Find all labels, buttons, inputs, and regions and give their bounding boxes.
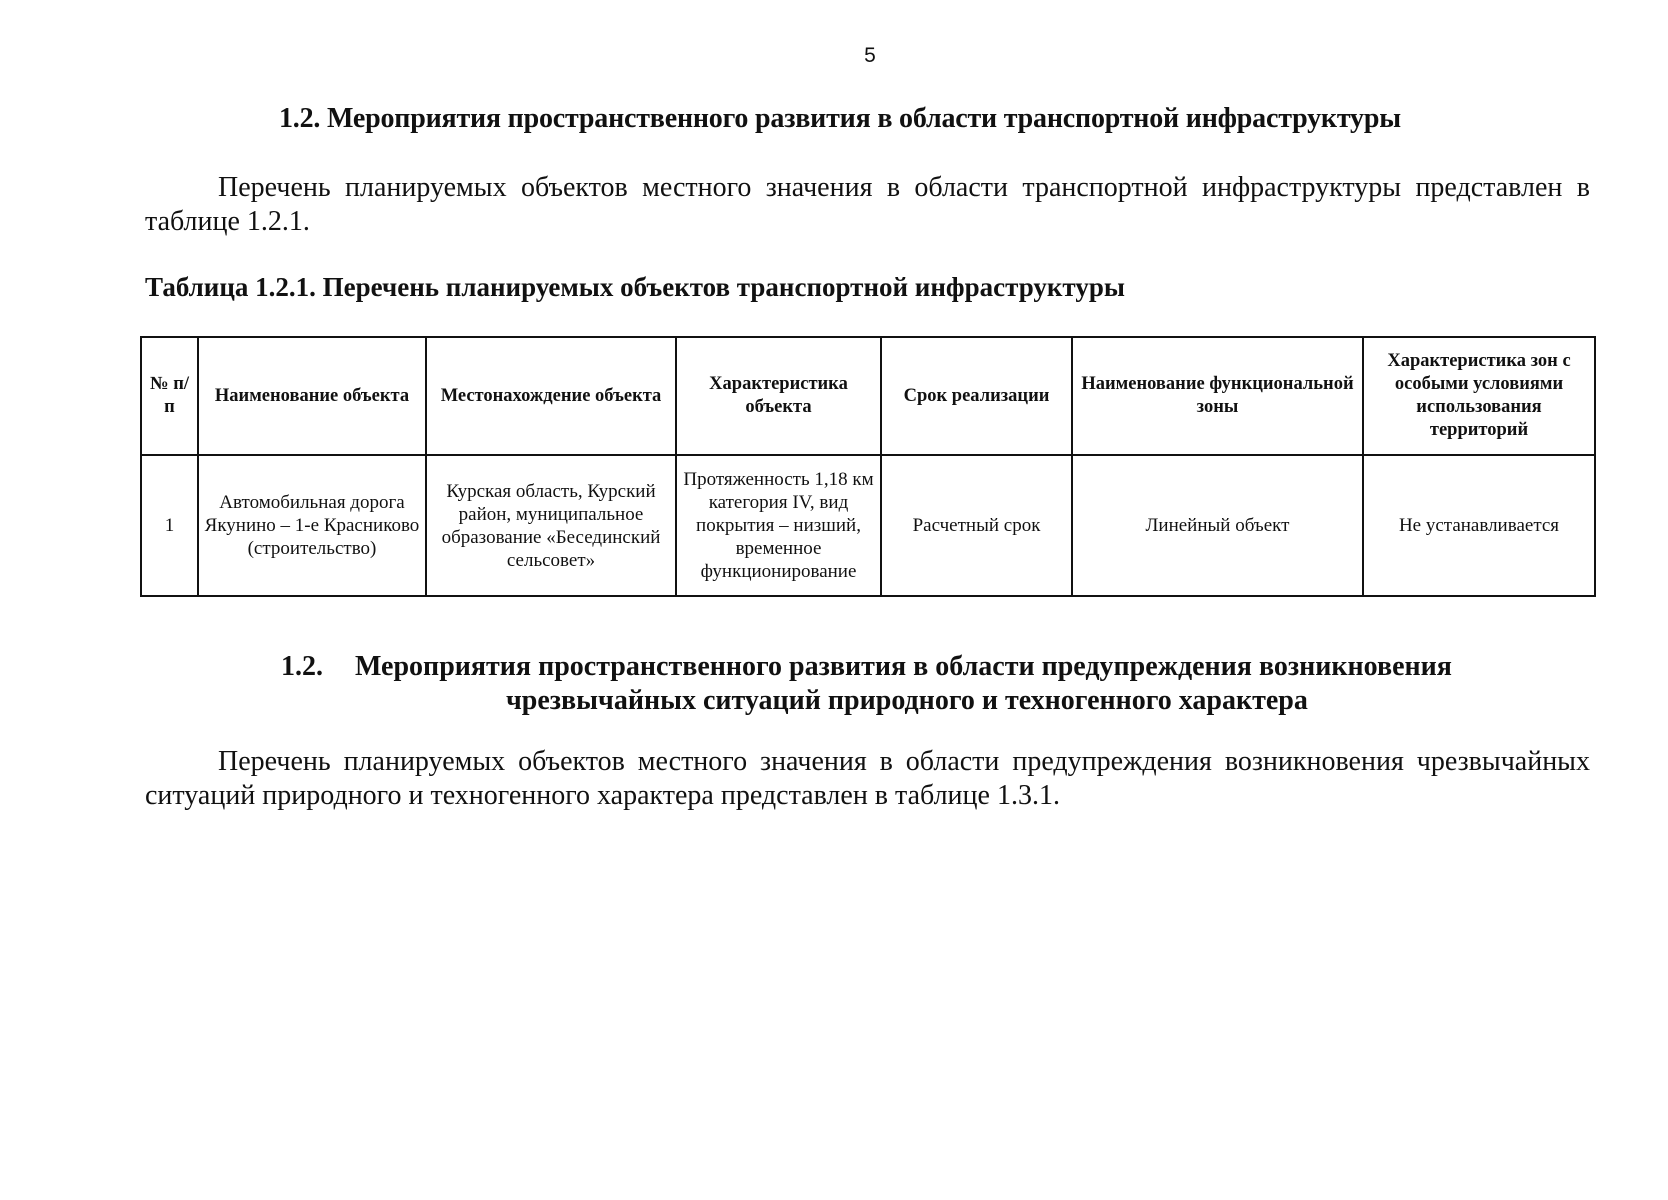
cell-functional-zone: Линейный объект	[1072, 455, 1363, 596]
header-characteristics: Характеристика объекта	[676, 337, 881, 455]
table-row	[141, 455, 1595, 596]
header-special-zones: Характеристика зон с особыми условиями использования территорий	[1363, 337, 1595, 455]
transport-objects-table	[140, 336, 1596, 597]
paragraph-transport: Перечень планируемых объектов местного значения в области транспортной инфраструктуры представлен в таблице 1.2.1.	[145, 172, 1590, 237]
header-location: Местонахождение объекта	[426, 337, 676, 455]
table-title: Таблица 1.2.1. Перечень планируемых объектов транспортной инфраструктуры	[145, 272, 1125, 302]
cell-location: Курская область, Курский район, муниципальное образование «Бесединский сельсовет»	[426, 455, 676, 596]
section-heading-emergency-title: Мероприятия пространственного развития в области предупреждения возникновения	[355, 651, 1452, 682]
section-heading-transport: 1.2. Мероприятия пространственного развития в области транспортной инфраструктуры	[279, 103, 1401, 134]
cell-implementation-period: Расчетный срок	[881, 455, 1072, 596]
header-functional-zone: Наименование функциональной зоны	[1072, 337, 1363, 455]
table-header-row	[141, 337, 1595, 455]
paragraph-emergency: Перечень планируемых объектов местного значения в области предупреждения возникновения чрезвычайных ситуаций природного и техногенного характера представлен в таблице 1.3.1.	[145, 746, 1590, 811]
section-heading-emergency-line2: чрезвычайных ситуаций природного и техногенного характера	[506, 685, 1308, 716]
cell-number: 1	[141, 455, 198, 596]
header-number: № п/п	[141, 337, 198, 455]
page-number: 5	[864, 44, 876, 67]
header-object-name: Наименование объекта	[198, 337, 426, 455]
cell-characteristics: Протяженность 1,18 км категория IV, вид покрытия – низший, временное функционирование	[676, 455, 881, 596]
section-heading-emergency-line1	[281, 650, 1452, 684]
section-number: 1.2.	[281, 651, 323, 682]
header-implementation-period: Срок реализации	[881, 337, 1072, 455]
cell-special-zones: Не устанавливается	[1363, 455, 1595, 596]
cell-object-name: Автомобильная дорога Якунино – 1-е Красниково (строительство)	[198, 455, 426, 596]
